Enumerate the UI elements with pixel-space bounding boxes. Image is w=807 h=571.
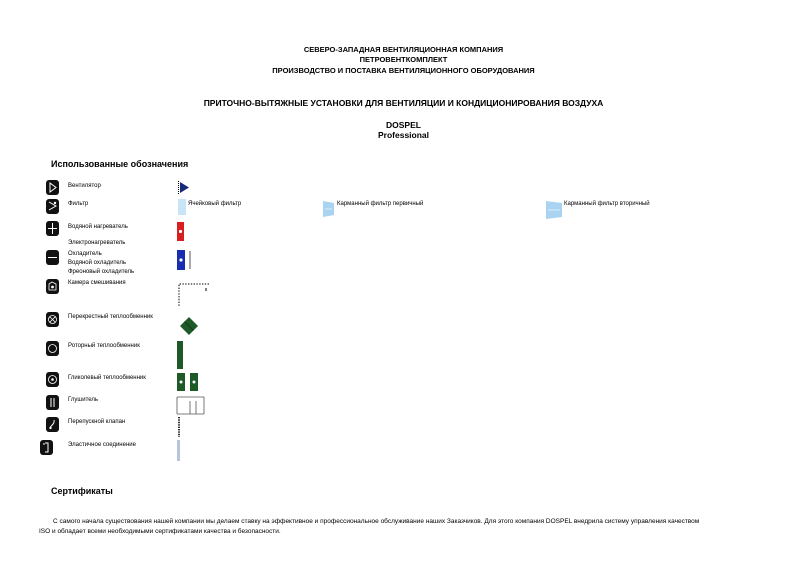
company-tagline: ПРОИЗВОДСТВО И ПОСТАВКА ВЕНТИЛЯЦИОННОГО ОБОРУДОВАНИЯ <box>272 66 535 75</box>
certificates-text-line1: С самого начала существования нашей компании мы делаем ставку на эффективное и профессиональное обслуживание наших Заказчиков. Для этого компания DOSPEL внедрила систему управления качеством <box>53 518 700 525</box>
label-rotary-exchanger: Роторный теплообменник <box>68 343 140 349</box>
filter-icon <box>46 199 59 214</box>
label-cooler: Охладитель <box>68 251 102 257</box>
label-bypass-valve: Перепускной клапан <box>68 419 126 425</box>
flex-connection-icon <box>40 440 53 455</box>
label-freon-cooler: Фреоновый охладитель <box>68 269 135 275</box>
glycol-exchanger-icon <box>46 372 59 387</box>
bypass-valve-icon <box>46 417 59 432</box>
label-cross-exchanger: Перекрестный теплообменник <box>68 314 153 320</box>
fan-icon <box>46 180 59 195</box>
fan-symbol <box>178 181 190 199</box>
label-mixing-chamber: Камера смешивания <box>68 280 126 286</box>
glycol-exchanger-symbol <box>177 373 199 396</box>
label-filter-bag-primary: Карманный фильтр первичный <box>337 201 424 207</box>
label-flex-connection: Эластичное соединение <box>68 442 136 448</box>
company-name: СЕВЕРО-ЗАПАДНАЯ ВЕНТИЛЯЦИОННАЯ КОМПАНИЯ <box>303 45 504 54</box>
rotary-exchanger-symbol <box>177 341 183 369</box>
label-electric-heater: Электронагреватель <box>68 240 126 246</box>
cooler-icon <box>46 250 59 265</box>
document-title: ПРИТОЧНО-ВЫТЯЖНЫЕ УСТАНОВКИ ДЛЯ ВЕНТИЛЯЦИИ И КОНДИЦИОНИРОВАНИЯ ВОЗДУХА <box>203 98 604 108</box>
bag-filter-secondary-symbol <box>546 201 562 224</box>
label-filter-cell: Ячейковый фильтр <box>188 201 242 207</box>
heater-icon <box>46 221 59 236</box>
mixing-chamber-icon <box>46 279 59 294</box>
label-water-heater: Водяной нагреватель <box>68 224 128 230</box>
label-water-cooler: Водяной охладитель <box>68 260 127 266</box>
cross-exchanger-symbol <box>179 316 199 341</box>
label-fan: Вентилятор <box>68 183 101 189</box>
brand-name: ПЕТРОВЕНТКОМПЛЕКТ <box>359 55 448 64</box>
rotary-exchanger-icon <box>46 341 59 356</box>
product-name: DOSPEL <box>386 120 421 130</box>
product-series: Professional <box>377 130 430 140</box>
cross-exchanger-icon <box>46 312 59 327</box>
cooler-symbol <box>177 250 192 275</box>
cell-filter-symbol <box>178 199 186 215</box>
certificates-heading: Сертификаты <box>51 486 113 496</box>
mixing-chamber-symbol <box>176 282 210 313</box>
bypass-valve-symbol <box>177 417 181 442</box>
certificates-text-line2: ISO и обладает всеми необходимыми сертификатами качества и безопасности. <box>39 528 281 535</box>
flex-connection-symbol <box>177 440 180 461</box>
label-glycol-exchanger: Гликолевый теплообменник <box>68 375 146 381</box>
label-filter: Фильтр <box>68 201 89 207</box>
label-filter-bag-secondary: Карманный фильтр вторичный <box>564 201 650 207</box>
bag-filter-primary-symbol <box>323 201 334 222</box>
silencer-icon <box>46 395 59 410</box>
water-heater-symbol <box>177 222 184 241</box>
label-silencer: Глушитель <box>68 397 99 403</box>
legend-heading: Использованные обозначения <box>51 159 189 169</box>
